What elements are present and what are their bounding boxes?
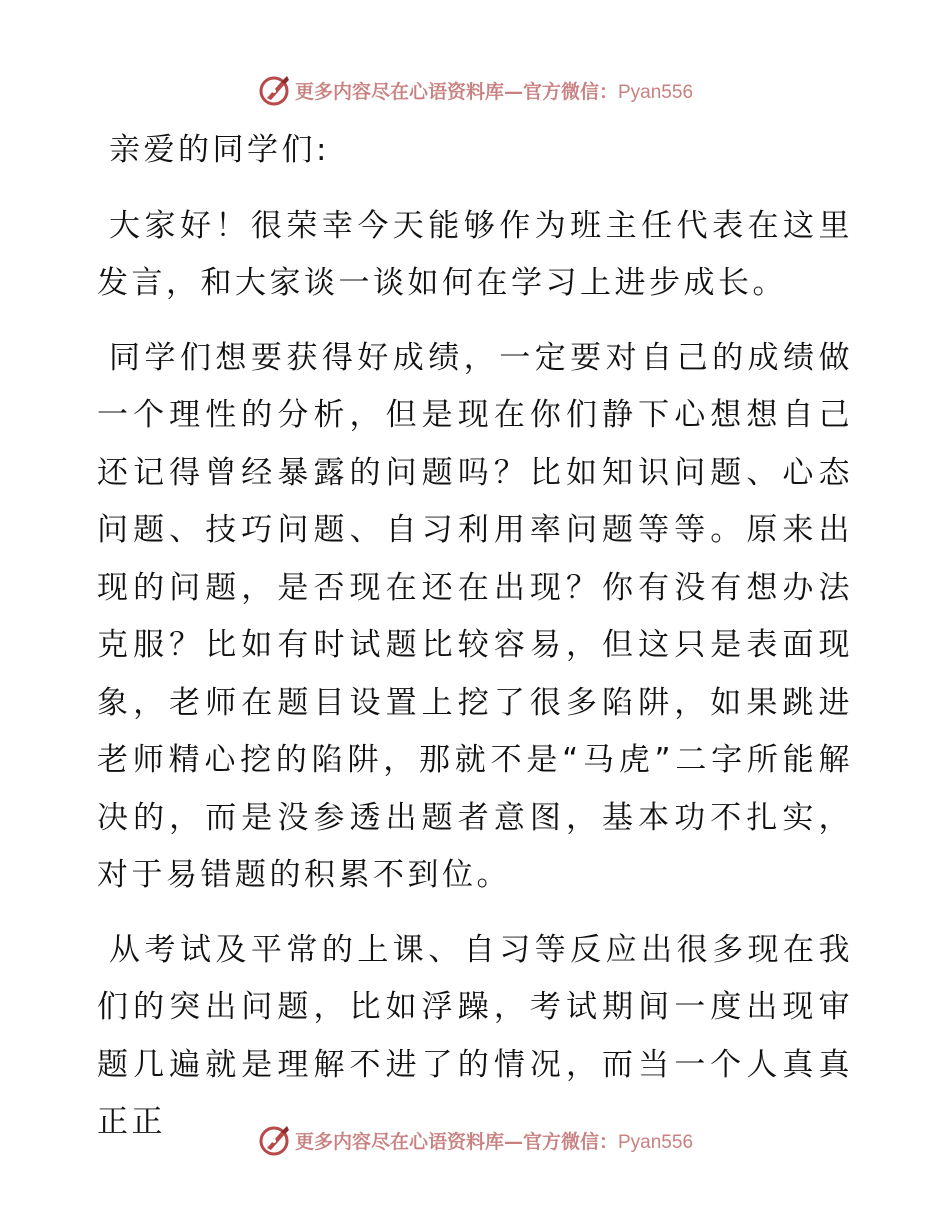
paragraph-3: 从考试及平常的上课、自习等反应出很多现在我们的突出问题，比如浮躁，考试期间一度出现审题几遍就是理解不进了的情况，而当一个人真真正正	[97, 931, 853, 1140]
document-body	[97, 122, 853, 1169]
watermark-text: 更多内容尽在心语资料库—官方微信：Pyan556	[294, 80, 694, 103]
pen-nib-seal-icon	[257, 72, 293, 108]
watermark-header	[0, 70, 950, 110]
greeting-line: 亲爱的同学们:	[109, 132, 330, 168]
watermark-text: 更多内容尽在心语资料库—官方微信：Pyan556	[294, 1130, 694, 1153]
pen-nib-seal-icon	[257, 1122, 293, 1158]
watermark-footer	[0, 1120, 950, 1160]
paragraph-1: 大家好！很荣幸今天能够作为班主任代表在这里发言，和大家谈一谈如何在学习上进步成长。	[97, 207, 853, 301]
paragraph-2: 同学们想要获得好成绩，一定要对自己的成绩做一个理性的分析，但是现在你们静下心想想自己还记得曾经暴露的问题吗？比如知识问题、心态问题、技巧问题、自习利用率问题等等。原来出现的问题，是否现在还在出现？你有没有想办法克服？比如有时试题比较容易，但这只是表面现象，老师在题目设置上挖了很多陷阱，如果跳进老师精心挖的陷阱，那就不是“马虎”二字所能解决的，而是没参透出题者意图，基本功不扎实，对于易错题的积累不到位。	[97, 339, 853, 893]
